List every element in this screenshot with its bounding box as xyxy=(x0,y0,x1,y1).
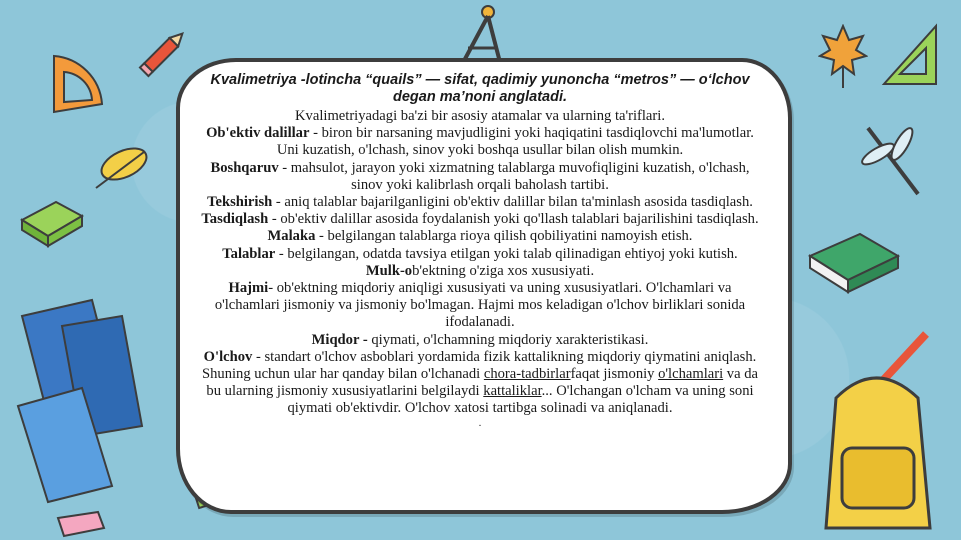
term-label: Hajmi xyxy=(228,280,269,297)
term-definition: - biron bir narsaning mavjudligini yoki haqiqatini tasdiqlovchi ma'lumotlar. Uni kuzatish, o'lchash, sinov yoki boshqa usullar bilan olish mumkin. xyxy=(276,125,754,159)
term-validation xyxy=(200,211,760,228)
term-definition: va da bu ularning jismoniy xususiyatlarini belgilaydi xyxy=(206,366,759,400)
backpack-icon xyxy=(806,328,956,540)
slide-content xyxy=(200,72,760,430)
slide-title: Kvalimetriya -lotincha “quails” — sifat, qadimiy yunoncha “metros” — o‘lchov degan ma’noni anglatadi. xyxy=(210,72,750,105)
protractor-icon xyxy=(48,48,106,118)
term-quantity xyxy=(200,332,760,349)
term-property xyxy=(200,263,760,280)
term-control xyxy=(200,160,760,194)
book-green-icon xyxy=(806,226,902,296)
link-kattaliklar[interactable]: kattaliklar xyxy=(483,383,542,400)
term-label: Tasdiqlash xyxy=(201,211,269,228)
term-definition: - aniq talablar bajarilganligini ob'ektiv dalillar bilan ta'minlash asosida tasdiqlash. xyxy=(272,194,753,211)
term-label: Tekshirish xyxy=(207,194,273,211)
term-qualification xyxy=(200,228,760,245)
set-square-icon xyxy=(880,22,942,90)
notebooks-icon xyxy=(12,296,152,506)
term-definition: - mahsulot, jarayon yoki xizmatning talablarga muvofiqligini kuzatish, o'lchash, sinov yoki kalibrlash orqali baholash tartibi. xyxy=(278,159,750,193)
term-volume xyxy=(200,280,760,332)
link-olchamlari[interactable]: o'lchamlari xyxy=(658,366,724,383)
term-definition: ... O'lchangan o'lcham va uning soni qiymati ob'ektivdir. O'lchov xatosi tartibga solinadi va aniqlanadi. xyxy=(287,383,754,417)
term-definition: - belgilangan, odatda tavsiya etilgan yoki talab qilinadigan ehtiyoj yoki kutish. xyxy=(275,245,738,262)
trailing-dot: . xyxy=(478,417,482,429)
term-label: Talablar xyxy=(222,245,276,262)
term-label: O'lchov xyxy=(203,348,253,365)
term-definition: - ob'ektning miqdoriy aniqligi xususiyati va uning xususiyatlari. O'lchamlari va o'lchamlari jismoniy va jismoniy bo'lmagan. Hajmi mos keladigan o'lchov birliklari sonida ifodalanadi. xyxy=(214,280,746,331)
term-definition: qiymati, o'lchamning miqdoriy xarakteristikasi. xyxy=(367,331,649,348)
term-inspection xyxy=(200,194,760,211)
link-chora-tadbirlar[interactable]: chora-tadbirlar xyxy=(483,366,571,383)
term-label: Miqdor - xyxy=(311,331,368,348)
term-label: Malaka xyxy=(267,228,316,245)
eraser-icon xyxy=(52,508,108,540)
matchbox-icon xyxy=(16,190,88,248)
term-definition: - standart o'lchov asboblari yordamida fizik kattalikning miqdoriy qiymatini aniqlash. Shuning uchun ular har qanday bilan o'lchanadi xyxy=(201,348,757,383)
term-label: Mulk-o xyxy=(365,262,413,279)
term-definition: - belgilangan talablarga rioya qilish qobiliyatini namoyish etish. xyxy=(315,228,693,245)
maple-leaf-icon xyxy=(818,24,868,90)
term-definition: b'ektning o'ziga xos xususiyati. xyxy=(412,262,595,279)
leaf-icon xyxy=(92,142,152,192)
term-definition: faqat jismoniy xyxy=(570,366,659,383)
intro-text: Kvalimetriyadagi ba'zi bir asosiy atamalar va ularning ta'riflari. xyxy=(295,108,665,124)
term-requirements xyxy=(200,246,760,263)
term-label: Ob'ektiv dalillar xyxy=(206,125,310,142)
term-definition: - ob'ektiv dalillar asosida foydalanish yoki qo'llash talablari bajarilishini tasdiqlash. xyxy=(268,211,759,228)
pencil-icon xyxy=(134,22,194,82)
term-measurement xyxy=(200,349,760,418)
term-label: Boshqaruv xyxy=(210,159,279,176)
term-objective-evidence xyxy=(200,125,760,159)
dragonfly-icon xyxy=(858,120,928,200)
